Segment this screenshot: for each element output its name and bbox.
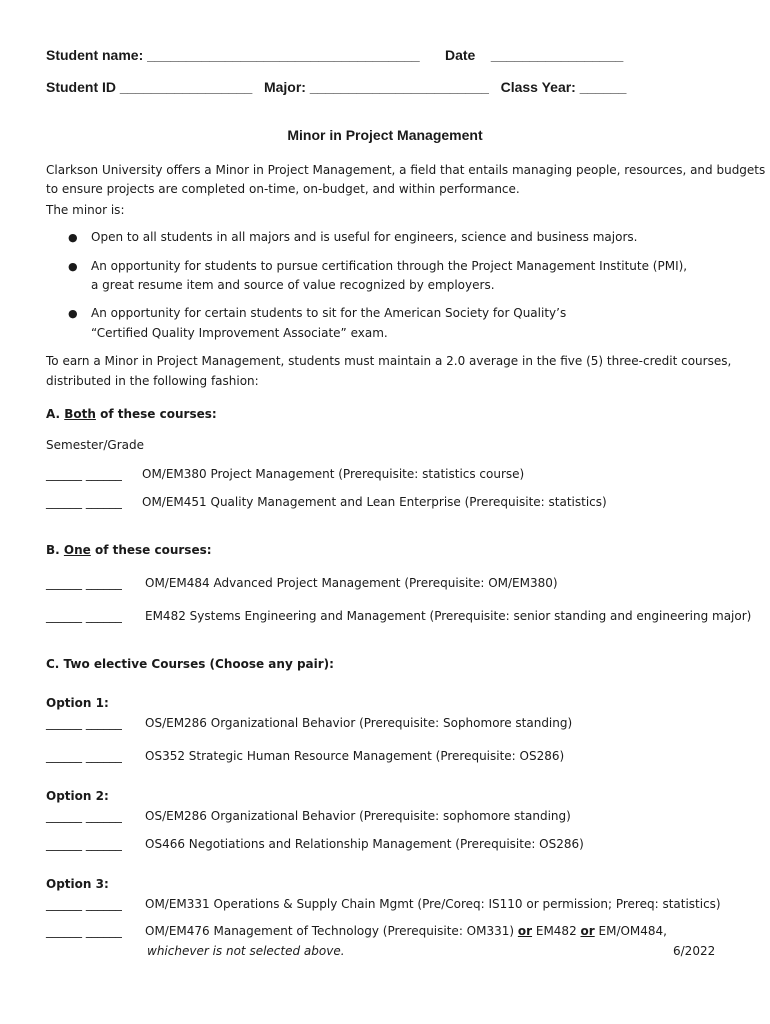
- semester-grade-blanks[interactable]: ______ ______: [46, 609, 122, 623]
- student-id-label: Student ID: [46, 79, 116, 95]
- section-b-heading: [46, 543, 212, 557]
- date-row: [445, 47, 623, 63]
- major-label: Major:: [263, 79, 306, 95]
- bullet-3-line-2: “Certified Quality Improvement Associate” exam.: [91, 326, 388, 340]
- semester-grade-blanks[interactable]: ______ ______: [46, 809, 122, 823]
- semester-grade-blanks[interactable]: ______ ______: [46, 897, 122, 911]
- course-om-em476-part-1: OM/EM476 Management of Technology (Prerequisite: OM331): [145, 924, 518, 938]
- section-b-prefix: B.: [46, 543, 64, 557]
- bullet-2-line-2: a great resume item and source of value recognized by employers.: [91, 278, 495, 292]
- course-om-em451: OM/EM451 Quality Management and Lean Enterprise (Prerequisite: statistics): [142, 495, 607, 509]
- course-om-em380: OM/EM380 Project Management (Prerequisite: statistics course): [142, 467, 525, 481]
- requirements-line-2: distributed in the following fashion:: [46, 374, 259, 388]
- course-os-em286: OS/EM286 Organizational Behavior (Prerequisite: sophomore standing): [145, 809, 571, 823]
- option-3-label: Option 3:: [46, 877, 109, 891]
- semester-grade-blanks[interactable]: ______ ______: [46, 495, 122, 509]
- bullet-icon: ●: [68, 260, 78, 273]
- footer-date: 6/2022: [673, 944, 716, 958]
- section-b-suffix: of these courses:: [90, 543, 212, 557]
- semester-grade-blanks[interactable]: ______ ______: [46, 467, 122, 481]
- page-title: Minor in Project Management: [287, 127, 483, 143]
- class-year-field[interactable]: ______: [579, 79, 627, 95]
- course-om-em331: OM/EM331 Operations & Supply Chain Mgmt (Pre/Coreq: IS110 or permission; Prereq: statistics): [145, 897, 721, 911]
- or-emphasis: or: [517, 924, 533, 938]
- section-a-suffix: of these courses:: [95, 407, 217, 421]
- course-os-em286: OS/EM286 Organizational Behavior (Prerequisite: Sophomore standing): [145, 716, 573, 730]
- bullet-icon: ●: [68, 307, 78, 320]
- semester-grade-label: Semester/Grade: [46, 438, 144, 452]
- student-name-label: Student name:: [46, 47, 144, 63]
- course-os466: OS466 Negotiations and Relationship Management (Prerequisite: OS286): [145, 837, 584, 851]
- section-a-emphasis: Both: [64, 407, 96, 421]
- date-field[interactable]: _________________: [490, 47, 624, 63]
- major-field[interactable]: _______________________: [309, 79, 489, 95]
- bullet-2-line-1: An opportunity for students to pursue certification through the Project Management Institute (PMI),: [91, 259, 688, 273]
- semester-grade-blanks[interactable]: ______ ______: [46, 749, 122, 763]
- intro-line-1: Clarkson University offers a Minor in Project Management, a field that entails managing people, resources, and budgets: [46, 163, 766, 177]
- course-os352: OS352 Strategic Human Resource Management (Prerequisite: OS286): [145, 749, 565, 763]
- course-om-em476-note: whichever is not selected above.: [147, 944, 345, 958]
- intro-line-2: to ensure projects are completed on-time, on-budget, and within performance.: [46, 182, 520, 196]
- section-a-prefix: A.: [46, 407, 65, 421]
- bullet-icon: ●: [68, 231, 78, 244]
- minor-is-label: The minor is:: [46, 203, 125, 217]
- requirements-line-1: To earn a Minor in Project Management, students must maintain a 2.0 average in the five (5) three-credit courses,: [46, 354, 732, 368]
- student-name-field[interactable]: ___________________________________: [147, 47, 420, 63]
- option-2-label: Option 2:: [46, 789, 109, 803]
- semester-grade-blanks[interactable]: ______ ______: [46, 837, 122, 851]
- or-emphasis: or: [580, 924, 595, 938]
- course-om-em484: OM/EM484 Advanced Project Management (Prerequisite: OM/EM380): [145, 576, 558, 590]
- course-om-em476-part-3: EM/OM484,: [594, 924, 667, 938]
- student-name-row: [46, 47, 420, 63]
- student-id-row: [46, 79, 626, 95]
- section-b-emphasis: One: [63, 543, 91, 557]
- bullet-1-line-1: Open to all students in all majors and is useful for engineers, science and business majors.: [91, 230, 638, 244]
- option-1-label: Option 1:: [46, 696, 109, 710]
- semester-grade-blanks[interactable]: ______ ______: [46, 716, 122, 730]
- semester-grade-blanks[interactable]: ______ ______: [46, 576, 122, 590]
- class-year-label: Class Year:: [500, 79, 576, 95]
- bullet-3-line-1: An opportunity for certain students to sit for the American Society for Quality’s: [91, 306, 567, 320]
- course-om-em476: [145, 924, 667, 938]
- section-c-heading: C. Two elective Courses (Choose any pair):: [46, 657, 334, 671]
- semester-grade-blanks[interactable]: ______ ______: [46, 924, 122, 938]
- course-em482: EM482 Systems Engineering and Management (Prerequisite: senior standing and engineering major): [145, 609, 752, 623]
- course-om-em476-part-2: EM482: [532, 924, 581, 938]
- date-label: Date: [445, 47, 476, 63]
- section-a-heading: [46, 407, 217, 421]
- student-id-field[interactable]: _________________: [119, 79, 253, 95]
